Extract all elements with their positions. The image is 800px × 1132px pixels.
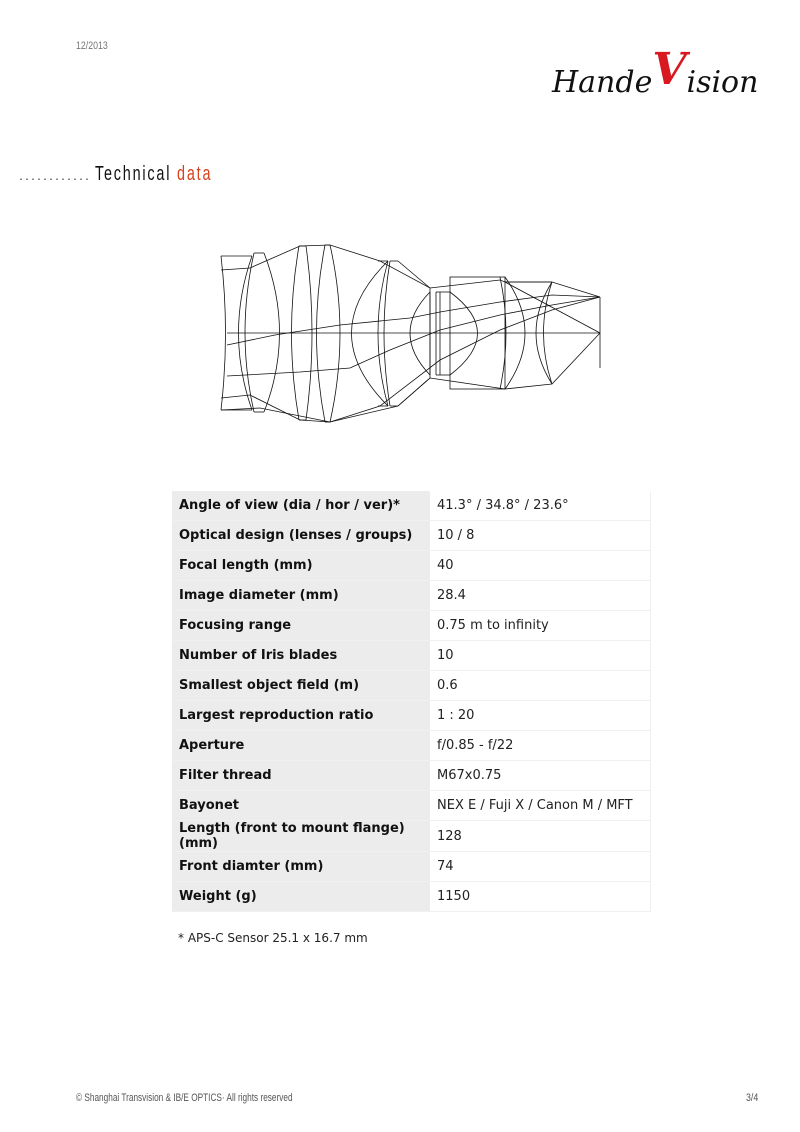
table-row [172,852,651,882]
spec-value: 74 [430,852,651,882]
table-row [172,611,651,641]
spec-value: 0.75 m to infinity [430,611,651,641]
spec-label: Focusing range [172,611,430,641]
section-heading [18,163,258,186]
table-row [172,581,651,611]
spec-label: Weight (g) [172,882,430,912]
spec-label: Filter thread [172,761,430,791]
footnote: * APS-C Sensor 25.1 x 16.7 mm [178,931,368,945]
spec-value: 28.4 [430,581,651,611]
spec-value: 0.6 [430,671,651,701]
document-date: 12/2013 [76,40,108,52]
table-row [172,491,651,521]
table-row [172,731,651,761]
spec-label: Optical design (lenses / groups) [172,521,430,551]
spec-label: Focal length (mm) [172,551,430,581]
spec-value: NEX E / Fuji X / Canon M / MFT [430,791,651,821]
spec-label: Smallest object field (m) [172,671,430,701]
spec-label: Bayonet [172,791,430,821]
table-row [172,821,651,852]
table-row [172,641,651,671]
spec-label: Length (front to mount flange) (mm) [172,821,430,852]
heading-dots: ............ [18,173,91,184]
spec-label: Image diameter (mm) [172,581,430,611]
table-row [172,521,651,551]
logo-accent-letter: V [652,44,687,95]
logo-text-part1: Hande [552,65,653,100]
heading-title-main: Technical [95,163,172,185]
spec-value: 40 [430,551,651,581]
spec-value: 10 [430,641,651,671]
table-row [172,701,651,731]
handevision-logo [552,34,767,100]
specs-table [172,491,651,912]
spec-label: Largest reproduction ratio [172,701,430,731]
spec-value: 1150 [430,882,651,912]
spec-value: 10 / 8 [430,521,651,551]
spec-value: M67x0.75 [430,761,651,791]
spec-value: 128 [430,821,651,852]
spec-label: Aperture [172,731,430,761]
table-row [172,791,651,821]
page-number: 3/4 [746,1092,759,1104]
logo-text-part2: ision [686,65,759,100]
spec-label: Number of Iris blades [172,641,430,671]
spec-label: Angle of view (dia / hor / ver)* [172,491,430,521]
spec-value: 1 : 20 [430,701,651,731]
spec-label: Front diamter (mm) [172,852,430,882]
lens-optical-diagram [200,230,620,430]
table-row [172,671,651,701]
table-row [172,761,651,791]
table-row [172,551,651,581]
spec-value: f/0.85 - f/22 [430,731,651,761]
spec-value: 41.3° / 34.8° / 23.6° [430,491,651,521]
heading-title-accent: data [177,163,213,185]
copyright-footer: © Shanghai Transvision & IB/E OPTICS· All rights reserved [76,1092,293,1104]
table-row [172,882,651,912]
